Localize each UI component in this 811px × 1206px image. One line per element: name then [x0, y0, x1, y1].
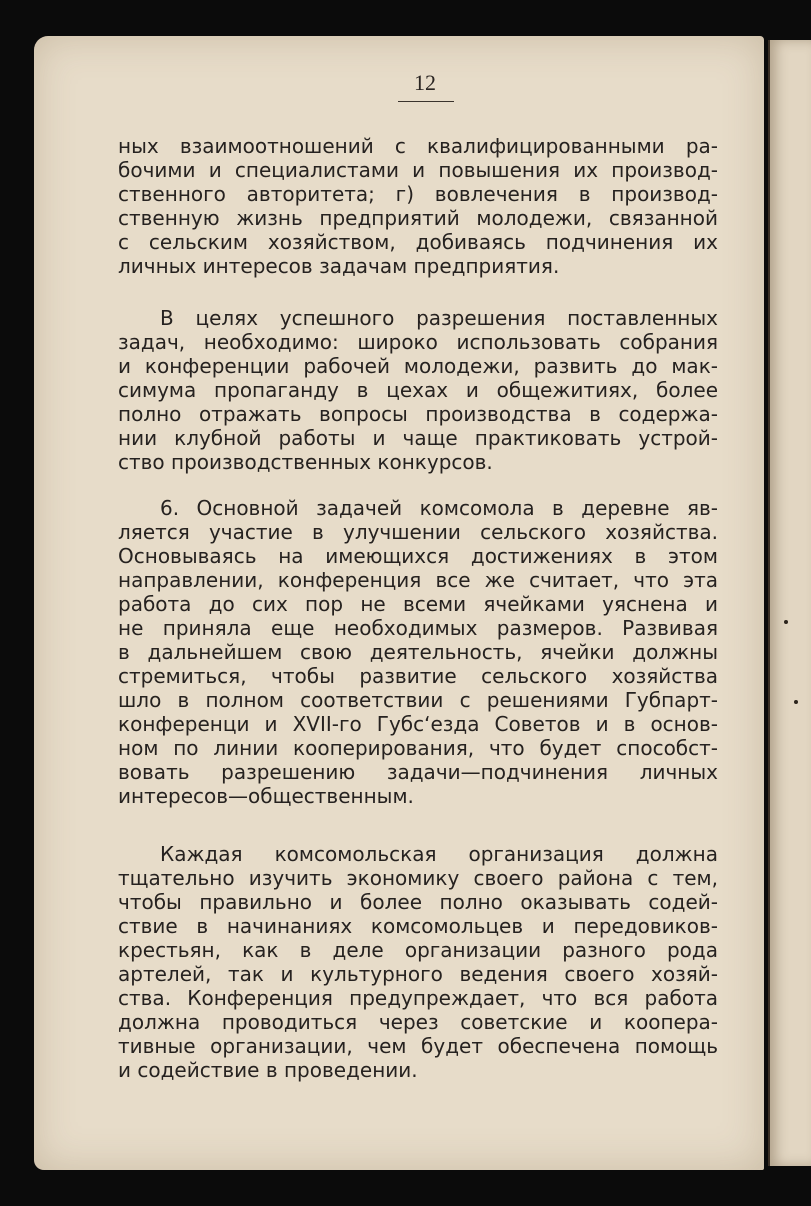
text-line: нии клубной работы и чаще практиковать устрой-: [118, 426, 718, 450]
text-line: 6. Основной задачей комсомола в деревне яв-: [160, 496, 718, 520]
text-line: личных интересов задачам предприятия.: [118, 254, 560, 278]
paragraph-4: [118, 842, 718, 1082]
page-number-underline: [398, 101, 454, 102]
text-line: ных взаимоотношений с квалифицированными ра-: [118, 134, 718, 158]
text-line: должна проводиться через советские и коопера-: [118, 1010, 718, 1034]
text-line: интересов—общественным.: [118, 784, 414, 808]
text-line: ном по линии кооперирования, что будет способст-: [118, 736, 718, 760]
text-line: не приняла еще необходимых размеров. Развивая: [118, 616, 718, 640]
adjacent-page-edge: [768, 40, 811, 1166]
text-line: конференци и XVII-го Губс‘езда Советов и в основ-: [118, 712, 718, 736]
text-line: симума пропаганду в цехах и общежитиях, более: [118, 378, 718, 402]
text-line: бочими и специалистами и повышения их производ-: [118, 158, 718, 182]
text-line: ства. Конференция предупреждает, что вся работа: [118, 986, 718, 1010]
text-line: артелей, так и культурного ведения своего хозяй-: [118, 962, 718, 986]
text-line: вовать разрешению задачи—подчинения личных: [118, 760, 718, 784]
text-line: стремиться, чтобы развитие сельского хозяйства: [118, 664, 718, 688]
text-line: и конференции рабочей молодежи, развить до мак-: [118, 354, 718, 378]
text-line: чтобы правильно и более полно оказывать содей-: [118, 890, 718, 914]
text-line: задач, необходимо: широко использовать собрания: [118, 330, 718, 354]
text-line: Каждая комсомольская организация должна: [160, 842, 718, 866]
text-line: с сельским хозяйством, добиваясь подчинения их: [118, 230, 718, 254]
text-line: ство производственных конкурсов.: [118, 450, 493, 474]
text-line: Основываясь на имеющихся достижениях в этом: [118, 544, 718, 568]
text-line: полно отражать вопросы производства в содержа-: [118, 402, 718, 426]
page-number: 12: [414, 70, 436, 95]
text-line: в дальнейшем свою деятельность, ячейки должны: [118, 640, 718, 664]
text-line: и содействие в проведении.: [118, 1058, 418, 1082]
text-line: работа до сих пор не всеми ячейками уяснена и: [118, 592, 718, 616]
text-line: тивные организации, чем будет обеспечена помощь: [118, 1034, 718, 1058]
text-line: В целях успешного разрешения поставленных: [160, 306, 718, 330]
paragraph-2: [118, 306, 718, 474]
paragraph-3: [118, 496, 718, 808]
text-line: ляется участие в улучшении сельского хозяйства.: [118, 520, 718, 544]
paragraph-1: [118, 134, 718, 278]
text-line: ствие в начинаниях комсомольцев и передовиков-: [118, 914, 718, 938]
text-line: ственную жизнь предприятий молодежи, связанной: [118, 206, 718, 230]
text-line: ственного авторитета; г) вовлечения в производ-: [118, 182, 718, 206]
text-line: шло в полном соответствии с решениями Губпарт-: [118, 688, 718, 712]
text-line: крестьян, как в деле организации разного рода: [118, 938, 718, 962]
text-line: тщательно изучить экономику своего района с тем,: [118, 866, 718, 890]
text-line: направлении, конференция все же считает, что эта: [118, 568, 718, 592]
